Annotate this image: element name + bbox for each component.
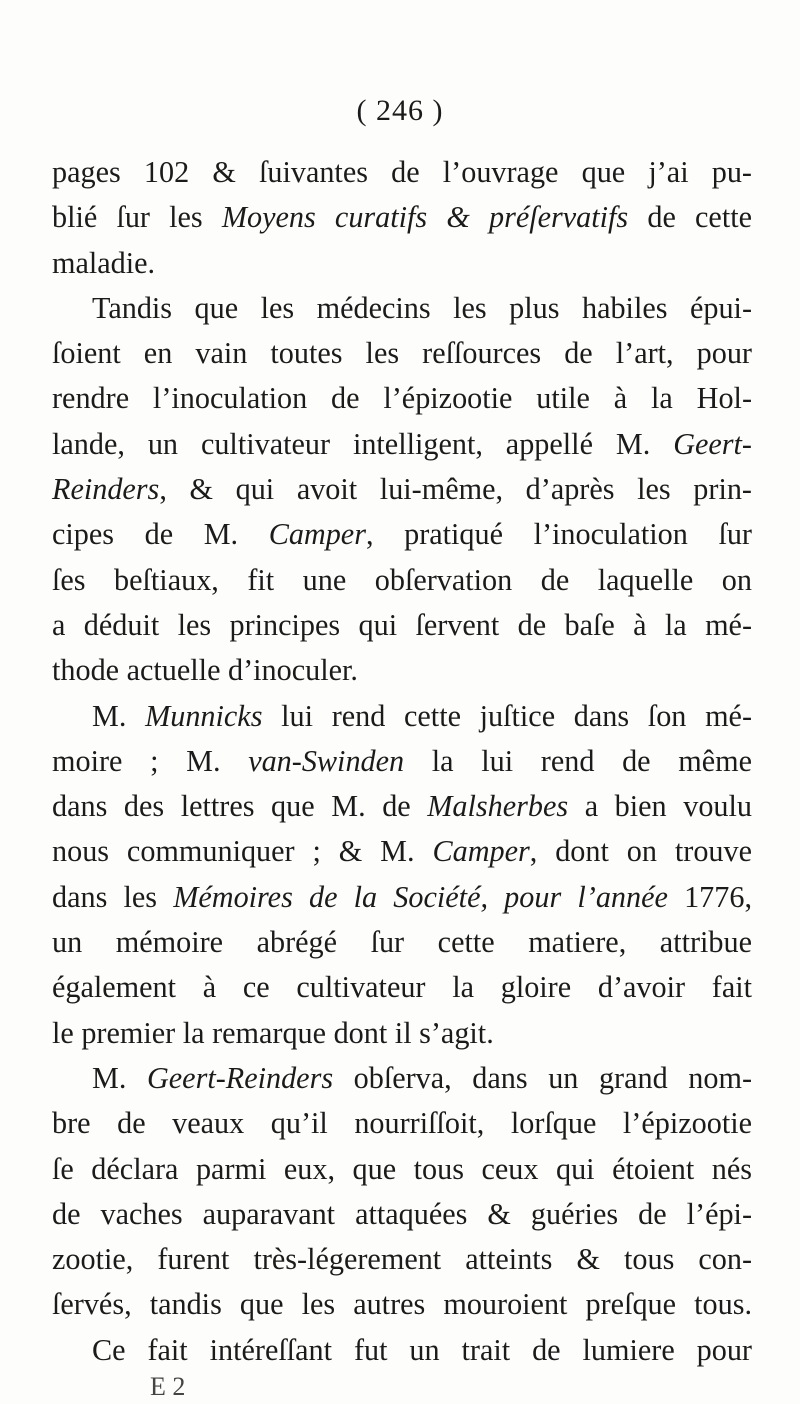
- text-segment: de cette: [628, 200, 753, 235]
- text-line: [52, 1237, 752, 1282]
- text-line: [52, 603, 752, 648]
- text-line: [52, 150, 752, 195]
- text-segment: rendre l’inoculation de l’épizootie utile à la Hol-: [52, 381, 752, 416]
- italic-text: Reinders: [52, 472, 160, 507]
- italic-text: Camper: [268, 517, 366, 552]
- text-segment: Ce fait intéreſſant fut un trait de lumiere pour: [92, 1332, 752, 1367]
- text-segment: ſoient en vain toutes les reſſources de l’art, pour: [52, 336, 752, 371]
- text-line: [52, 1011, 752, 1056]
- text-line: [52, 241, 752, 286]
- text-segment: dans les: [52, 879, 174, 914]
- text-segment: ſervés, tandis que les autres mouroient preſque tous.: [52, 1287, 752, 1322]
- text-line: [52, 286, 752, 331]
- text-line: [52, 1328, 752, 1373]
- text-segment: Tandis que les médecins les plus habiles épui-: [92, 290, 752, 325]
- text-line: [52, 784, 752, 829]
- text-segment: moire ; M.: [52, 743, 249, 778]
- text-segment: bre de veaux qu’il nourriſſoit, lorſque l’épizootie: [52, 1106, 752, 1141]
- text-line: [52, 965, 752, 1010]
- text-line: [52, 1056, 752, 1101]
- text-segment: le premier la remarque dont il s’agit.: [52, 1015, 494, 1050]
- text-line: [52, 1192, 752, 1237]
- text-line: [52, 694, 752, 739]
- text-segment: la lui rend de même: [404, 743, 752, 778]
- text-segment: blié ſur les: [52, 200, 222, 235]
- text-segment: , dont on trouve: [529, 834, 753, 869]
- italic-text: Munnicks: [145, 698, 263, 733]
- italic-text: Malsherbes: [427, 789, 569, 824]
- signature-mark: E 2: [150, 1372, 186, 1401]
- italic-text: Mémoires de la Société, pour l’année: [173, 879, 668, 914]
- text-line: [52, 467, 752, 512]
- italic-text: Camper: [432, 834, 530, 869]
- text-line: [52, 331, 752, 376]
- italic-text: Geert-: [673, 426, 752, 461]
- text-line: [52, 648, 752, 693]
- text-segment: également à ce cultivateur la gloire d’avoir fait: [52, 970, 752, 1005]
- text-line: [52, 920, 752, 965]
- italic-text: Geert-Reinders: [146, 1060, 334, 1095]
- text-segment: lande, un cultivateur intelligent, appellé M.: [52, 426, 674, 461]
- text-line: [52, 512, 752, 557]
- text-segment: lui rend cette juſtice dans ſon mé-: [262, 698, 752, 733]
- body-text: [52, 150, 752, 1373]
- text-line: [52, 1147, 752, 1192]
- text-segment: maladie.: [52, 245, 156, 280]
- text-segment: un mémoire abrégé ſur cette matiere, attribue: [52, 925, 752, 960]
- text-segment: M.: [92, 1060, 147, 1095]
- text-segment: obſerva, dans un grand nom-: [333, 1060, 752, 1095]
- text-segment: ſes beſtiaux, fit une obſervation de laquelle on: [52, 562, 752, 597]
- text-line: [52, 422, 752, 467]
- text-segment: cipes de M.: [52, 517, 269, 552]
- text-line: [52, 376, 752, 421]
- text-line: [52, 1101, 752, 1146]
- text-segment: M.: [92, 698, 146, 733]
- text-line: [52, 558, 752, 603]
- text-segment: , & qui avoit lui-même, d’après les prin-: [159, 472, 752, 507]
- text-segment: 1776,: [667, 879, 752, 914]
- text-line: [52, 875, 752, 920]
- italic-text: van-Swinden: [248, 743, 405, 778]
- text-segment: thode actuelle d’inoculer.: [52, 653, 358, 688]
- text-line: [52, 739, 752, 784]
- text-segment: pages 102 & ſuivantes de l’ouvrage que j’ai pu-: [52, 155, 752, 189]
- text-line: [52, 829, 752, 874]
- text-segment: a bien voulu: [568, 789, 752, 824]
- text-line: [52, 195, 752, 240]
- text-segment: zootie, furent très-légerement atteints & tous con-: [52, 1242, 752, 1277]
- text-segment: a déduit les principes qui ſervent de baſe à la mé-: [52, 607, 752, 642]
- text-segment: dans des lettres que M. de: [52, 789, 428, 824]
- text-segment: , pratiqué l’inoculation ſur: [365, 517, 752, 552]
- text-line: [52, 1282, 752, 1327]
- italic-text: Moyens curatifs & préſervatifs: [221, 200, 629, 235]
- text-segment: ſe déclara parmi eux, que tous ceux qui étoient nés: [52, 1151, 752, 1186]
- page-number: ( 246 ): [356, 94, 444, 127]
- text-segment: de vaches auparavant attaquées & guéries de l’épi-: [52, 1196, 752, 1231]
- text-segment: nous communiquer ; & M.: [52, 834, 433, 869]
